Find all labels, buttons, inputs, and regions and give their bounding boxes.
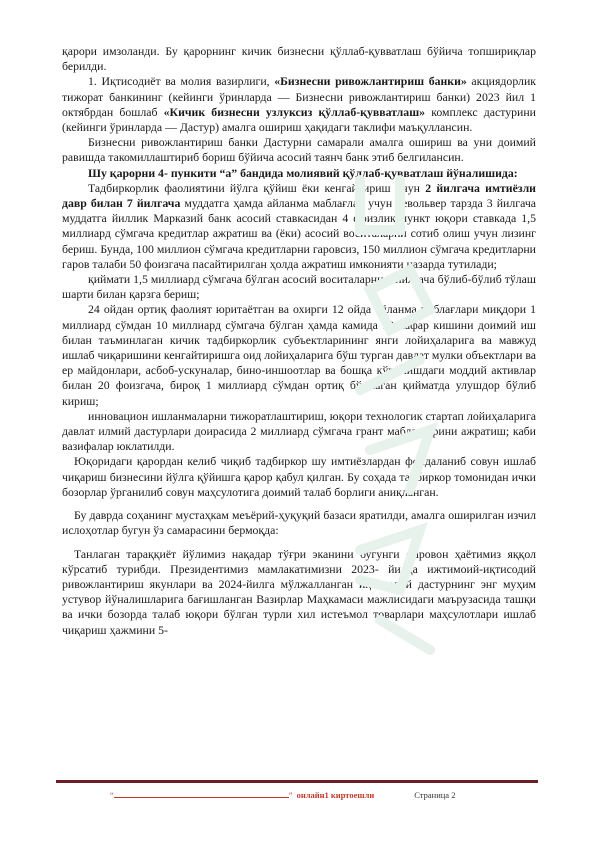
paragraph xyxy=(62,181,536,272)
text-run: комплекс дастурини (кейинги ўринларда — Дастур) амалга ошириш ҳақидаги таклифи маъқуллансин. xyxy=(62,104,536,135)
text-run: 24 ойдан ортиқ фаолият юритаётган ва охирги 12 ойда айланма маблағлари миқдори 1 миллиард сўмдан 10 миллиард сўмгача бўлган ҳамда камида 10 нафар кишини доимий иш билан таъминлаган кичик тадбиркорлик субъектларининг янги лойиҳаларига ва мавжуд ишлаб чиқаришини кенгайтиришга оид лойиҳаларига бўш турган давлат мулки объектлари ва ер майдонлари, асбоб-ускуналар, бино-иншоотлар ва бошқа кўринишдаги моддий активлар билан 20 фоизгача, бироқ 1 миллиард сўмдан ортиқ бўлмаган қийматда улушдор бўлиб кириш; xyxy=(62,302,536,408)
bold-text-run: «Кичик бизнесни узлуксиз қўллаб-қувватлаш» xyxy=(163,104,426,119)
paragraph xyxy=(62,508,536,538)
bold-text-run: Шу қарорни 4- пункити “а” бандида молиявий қўллаб-қувватлаш йўналишида: xyxy=(88,165,518,180)
text-run: Танлаган тараққиёт йўлимиз нақадар тўғри эканини бугунги фаровон ҳаётимиз яққол кўрсатиб турибди. Президентимиз мамлакатимизни 2023- йилда ижтимоий-иқтисодий ривожлантириш якунлари ва 2024-йилга мўлжалланган иқтисодий дастурнинг энг муҳим устувор йўналишларига бағишланган Вазирлар Маҳкамаси мажлисидаги маърузасида ташқи ва ички бозорда талаб юқори бўлган турли хил истеъмол товарлари маҳсулотлари ишлаб чиқариш ҳажмини 5- xyxy=(62,546,536,637)
text-run: қиймати 1,5 миллиард сўмгача бўлган асосий воситаларни 7 йилгача бўлиб-бўлиб тўлаш шарти билан қарзга бериш; xyxy=(62,272,536,302)
text-run: 1. Иқтисодиёт ва молия вазирлиги, xyxy=(88,74,275,89)
paragraph xyxy=(62,409,536,455)
text-run: Юқоридаги қарордан келиб чиқиб тадбиркор шу имтиёзлардан фойдаланиб совун ишлаб чиқариш бизнесини йўлга қўйишга қарор қабул қилган. Бу соҳада тадбиркор томонидан ички бозорлар ўрганилиб совун маҳсулотига доимий талаб борлиги аниқланган. xyxy=(62,454,536,499)
page-number: Страница 2 xyxy=(414,790,456,800)
document-body xyxy=(62,44,536,638)
paragraph xyxy=(62,135,536,165)
text-run: инновацион ишланмаларни тижоратлаштириш, юқори технологик стартап лойиҳаларига давлат илмий дастурлари доирасида 2 миллиард сўмгача грант маблағларини ажратиш; каби вазифалар юклатилди. xyxy=(62,408,536,454)
paragraph xyxy=(62,44,536,74)
footer-rule xyxy=(56,780,538,783)
bold-text-run: 2 йилгача имтиёзли давр билан 7 йилгача xyxy=(62,180,536,211)
text-run: Бу даврда соҳанинг мустаҳкам меъёрий-ҳуқуқий базаси яратилди, амалга оширилган изчил ислоҳотлар бугун ўз самарасини бермоқда: xyxy=(62,508,536,538)
footer-close-quote: ” xyxy=(288,790,293,800)
text-run: акциядорлик тижорат банкининг (кейинги ўринларда — Бизнесни ривожлантириш банки) 2023 йил 1 октябрдан бошлаб xyxy=(62,74,536,119)
footer-blank-line xyxy=(114,790,289,798)
paragraph xyxy=(62,166,536,181)
paragraph xyxy=(62,272,536,302)
paragraph xyxy=(62,547,536,638)
footer-label: онлайн1 киртоешли xyxy=(296,790,375,800)
text-run: Тадбиркорлик фаолиятини йўлга қўйиш ёки кенгайтириш учун xyxy=(88,180,426,195)
paragraph xyxy=(62,454,536,500)
paragraph xyxy=(62,74,536,135)
text-run: Бизнесни ривожлантириш банки Дастурни самарали амалга ошириш ва уни доимий равишда такомиллаштириб бориш бўйича асосий таянч банк этиб белгилансин. xyxy=(62,135,536,165)
text-run: қарори имзоланди. Бу қарорнинг кичик бизнесни қўллаб-қувватлаш бўйича топшириқлар берилди. xyxy=(62,44,536,74)
footer-open-quote: “ xyxy=(110,790,114,800)
bold-text-run: «Бизнесни ривожлантириш банки» xyxy=(274,74,467,89)
text-run: муддатга ҳамда айланма маблағлар учун револьвер тарзда 3 йилгача муддатга йиллик Марказий банк асосий ставкасидан 4 фоизлик пункт юқори ставкада 1,5 миллиард сўмгача кредитлар ажратиш ва (ёки) асосий воситаларни сотиб олиш учун лизинг бериш. Бунда, 100 миллион сўмгача кредитларни гаровсиз, 150 миллион сўмгача кредитларни гаров талаби 50 фоизгача пасайтирилган ҳолда ажратиш имконияти назарда тутилади; xyxy=(62,196,537,271)
page-footer xyxy=(110,790,530,801)
paragraph xyxy=(62,302,536,408)
